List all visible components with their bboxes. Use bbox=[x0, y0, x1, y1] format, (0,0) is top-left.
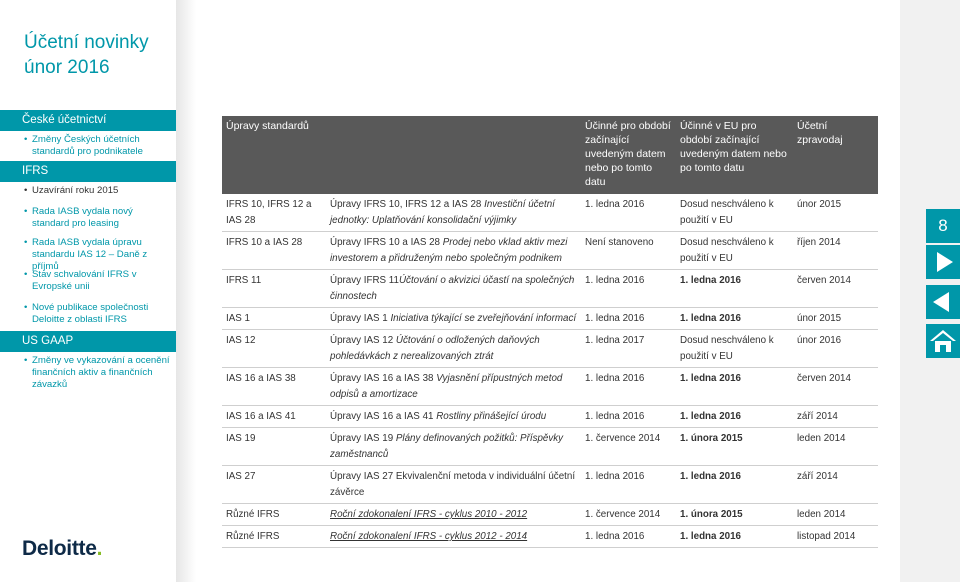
section-ifrs[interactable]: IFRS bbox=[0, 161, 176, 182]
table-row bbox=[222, 232, 878, 270]
logo-dot: . bbox=[96, 537, 103, 560]
cell-newsletter: únor 2016 bbox=[793, 330, 878, 368]
sidebar-item-label: Změny ve vykazování a ocenění finančních aktiv a finančních závazků bbox=[32, 355, 170, 390]
desc-emphasis: Účtování o akvizici účastí na společných činnostech bbox=[330, 275, 575, 302]
bullet: • bbox=[24, 185, 28, 196]
desc-emphasis: Investiční účetní jednotky: Uplatňování konsolidační výjimky bbox=[330, 199, 555, 226]
header-effective-eu: Účinné v EU pro období začínající uvedeným datem nebo po tomto datu bbox=[676, 116, 793, 194]
desc-plain: Úpravy IFRS 10 a IAS 28 bbox=[330, 237, 443, 248]
cell-effective: 1. ledna 2016 bbox=[581, 270, 676, 308]
cell-newsletter: červen 2014 bbox=[793, 368, 878, 406]
table-row bbox=[222, 466, 878, 504]
page-number: 8 bbox=[926, 209, 960, 243]
desc-plain: Úpravy IAS 16 a IAS 41 bbox=[330, 411, 437, 422]
cell-effective-eu: 1. ledna 2016 bbox=[676, 308, 793, 330]
cell-effective-eu: 1. ledna 2016 bbox=[676, 368, 793, 406]
triangle-left-icon bbox=[926, 285, 960, 319]
cell-description bbox=[326, 368, 581, 406]
cell-standard: IFRS 10, IFRS 12 a IAS 28 bbox=[222, 194, 326, 232]
desc-plain: Úpravy IAS 19 bbox=[330, 433, 396, 444]
cell-effective: 1. ledna 2017 bbox=[581, 330, 676, 368]
cell-newsletter: říjen 2014 bbox=[793, 232, 878, 270]
cell-effective: 1. ledna 2016 bbox=[581, 368, 676, 406]
cell-description bbox=[326, 504, 581, 526]
bullet: • bbox=[24, 269, 28, 280]
cell-effective: 1. července 2014 bbox=[581, 428, 676, 466]
desc-plain: Úpravy IAS 1 bbox=[330, 313, 391, 324]
cell-effective: 1. ledna 2016 bbox=[581, 194, 676, 232]
header-effective: Účinné pro období začínající uvedeným datem nebo po tomto datu bbox=[581, 116, 676, 194]
cell-newsletter: září 2014 bbox=[793, 406, 878, 428]
cell-description bbox=[326, 232, 581, 270]
sidebar-item-label: Rada IASB vydala nový standard pro leasing bbox=[32, 206, 133, 229]
sidebar-item-publikace[interactable] bbox=[24, 302, 172, 326]
cell-effective-eu: 1. února 2015 bbox=[676, 504, 793, 526]
section-ceske-ucetnictvi[interactable]: České účetnictví bbox=[0, 110, 176, 131]
cell-standard: IAS 16 a IAS 41 bbox=[222, 406, 326, 428]
cell-description bbox=[326, 526, 581, 548]
cell-effective: Není stanoveno bbox=[581, 232, 676, 270]
cell-description bbox=[326, 466, 581, 504]
prev-page-button[interactable] bbox=[926, 285, 960, 319]
header-description bbox=[326, 116, 581, 194]
sidebar-item-label: Stav schvalování IFRS v Evropské unii bbox=[32, 269, 137, 292]
desc-emphasis: Prodej nebo vklad aktiv mezi investorem a přidruženým nebo společným podnikem bbox=[330, 237, 568, 264]
sidebar-item-uzavirani[interactable] bbox=[24, 185, 172, 197]
home-button[interactable] bbox=[926, 324, 960, 358]
sidebar-item-schvalovani[interactable] bbox=[24, 269, 172, 293]
cell-standard: Různé IFRS bbox=[222, 526, 326, 548]
table-row bbox=[222, 308, 878, 330]
desc-emphasis[interactable]: Roční zdokonalení IFRS - cyklus 2010 - 2012 bbox=[330, 509, 528, 520]
table-row bbox=[222, 270, 878, 308]
table-row bbox=[222, 406, 878, 428]
cell-description bbox=[326, 194, 581, 232]
cell-effective: 1. ledna 2016 bbox=[581, 466, 676, 504]
cell-effective-eu: 1. ledna 2016 bbox=[676, 270, 793, 308]
cell-description bbox=[326, 330, 581, 368]
cell-newsletter: únor 2015 bbox=[793, 194, 878, 232]
sidebar-item-leasing[interactable] bbox=[24, 206, 172, 230]
table-row bbox=[222, 526, 878, 548]
desc-plain: Úpravy IAS 16 a IAS 38 bbox=[330, 373, 437, 384]
cell-standard: IAS 16 a IAS 38 bbox=[222, 368, 326, 406]
sidebar-item-label: Změny Českých účetních standardů pro podnikatele bbox=[32, 134, 143, 157]
header-standard: Úpravy standardů bbox=[222, 116, 326, 194]
cell-standard: IAS 12 bbox=[222, 330, 326, 368]
title-line-2: únor 2016 bbox=[24, 57, 110, 78]
cell-newsletter: leden 2014 bbox=[793, 428, 878, 466]
cell-effective: 1. ledna 2016 bbox=[581, 308, 676, 330]
cell-effective-eu: 1. ledna 2016 bbox=[676, 466, 793, 504]
desc-emphasis: Iniciativa týkající se zveřejňování informací bbox=[390, 313, 577, 324]
table-row bbox=[222, 330, 878, 368]
bullet: • bbox=[24, 237, 28, 248]
sidebar-item-vykazovani[interactable] bbox=[24, 355, 172, 391]
cell-effective-eu: 1. ledna 2016 bbox=[676, 526, 793, 548]
bullet: • bbox=[24, 206, 28, 217]
table-row bbox=[222, 368, 878, 406]
sidebar-item-zmeny-cus[interactable] bbox=[24, 134, 172, 158]
desc-emphasis: Účtování o odložených daňových pohledávkách z nerealizovaných ztrát bbox=[330, 335, 540, 362]
sidebar bbox=[0, 0, 176, 582]
triangle-right-icon bbox=[926, 245, 960, 279]
cell-description bbox=[326, 308, 581, 330]
table-header-row bbox=[222, 116, 878, 194]
deloitte-logo bbox=[22, 537, 102, 561]
cell-effective: 1. ledna 2016 bbox=[581, 406, 676, 428]
desc-emphasis: Plány definovaných požitků: Příspěvky zaměstnanců bbox=[330, 433, 564, 460]
sidebar-item-ias12[interactable] bbox=[24, 237, 172, 273]
cell-description bbox=[326, 270, 581, 308]
cell-newsletter: únor 2015 bbox=[793, 308, 878, 330]
desc-plain: Úpravy IFRS 10, IFRS 12 a IAS 28 bbox=[330, 199, 485, 210]
cell-standard: IAS 1 bbox=[222, 308, 326, 330]
bullet: • bbox=[24, 134, 28, 145]
cell-effective-eu: Dosud neschváleno k použití v EU bbox=[676, 330, 793, 368]
cell-standard: IAS 27 bbox=[222, 466, 326, 504]
desc-plain: Úpravy IAS 27 Ekvivalenční metoda v individuální účetní závěrce bbox=[330, 471, 576, 498]
next-page-button[interactable] bbox=[926, 245, 960, 279]
desc-emphasis[interactable]: Roční zdokonalení IFRS - cyklus 2012 - 2014 bbox=[330, 531, 528, 542]
cell-newsletter: červen 2014 bbox=[793, 270, 878, 308]
cell-effective-eu: Dosud neschváleno k použití v EU bbox=[676, 194, 793, 232]
sidebar-item-label: Nové publikace společnosti Deloitte z oblasti IFRS bbox=[32, 302, 149, 325]
cell-standard: IFRS 10 a IAS 28 bbox=[222, 232, 326, 270]
desc-plain: Úpravy IFRS 11 bbox=[330, 275, 399, 286]
desc-plain: Úpravy IAS 12 bbox=[330, 335, 396, 346]
section-us-gaap[interactable]: US GAAP bbox=[0, 331, 176, 352]
cell-newsletter: listopad 2014 bbox=[793, 526, 878, 548]
cell-effective-eu: 1. února 2015 bbox=[676, 428, 793, 466]
cell-standard: Různé IFRS bbox=[222, 504, 326, 526]
cell-description bbox=[326, 406, 581, 428]
desc-emphasis: Rostliny přinášející úrodu bbox=[436, 411, 547, 422]
bullet: • bbox=[24, 355, 28, 366]
sidebar-shadow bbox=[176, 0, 196, 582]
bullet: • bbox=[24, 302, 28, 313]
cell-standard: IFRS 11 bbox=[222, 270, 326, 308]
logo-text: Deloitte bbox=[22, 537, 97, 560]
table-row bbox=[222, 504, 878, 526]
sidebar-item-label: Uzavírání roku 2015 bbox=[32, 185, 119, 196]
cell-newsletter: leden 2014 bbox=[793, 504, 878, 526]
title-line-1: Účetní novinky bbox=[24, 32, 149, 53]
cell-effective-eu: 1. ledna 2016 bbox=[676, 406, 793, 428]
cell-standard: IAS 19 bbox=[222, 428, 326, 466]
table-row bbox=[222, 428, 878, 466]
cell-description bbox=[326, 428, 581, 466]
cell-effective: 1. ledna 2016 bbox=[581, 526, 676, 548]
cell-newsletter: září 2014 bbox=[793, 466, 878, 504]
table-row bbox=[222, 194, 878, 232]
home-icon bbox=[926, 324, 960, 358]
sidebar-item-label: Rada IASB vydala úpravu standardu IAS 12 – Daně z příjmů bbox=[32, 237, 148, 272]
cell-effective: 1. července 2014 bbox=[581, 504, 676, 526]
header-newsletter: Účetní zpravodaj bbox=[793, 116, 878, 194]
page-title bbox=[24, 30, 149, 80]
cell-effective-eu: Dosud neschváleno k použití v EU bbox=[676, 232, 793, 270]
standards-table bbox=[222, 116, 878, 548]
desc-emphasis: Vyjasnění přípustných metod odpisů a amortizace bbox=[330, 373, 563, 400]
